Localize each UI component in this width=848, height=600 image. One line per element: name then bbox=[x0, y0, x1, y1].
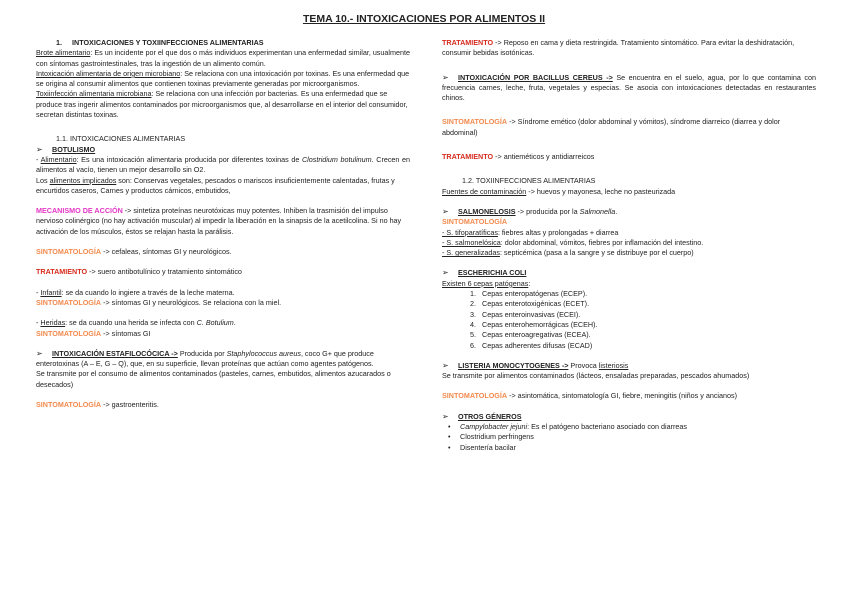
section-1-heading: 1. INTOXICACIONES Y TOXIINFECCIONES ALIMENTARIAS bbox=[56, 38, 264, 47]
list-item: 5. Cepas enteroagregativas (ECEA). bbox=[478, 330, 816, 340]
left-column bbox=[36, 38, 410, 410]
arrow-bullet-icon: ➢ bbox=[36, 348, 43, 358]
list-item: 4. Cepas enterohemorrágicas (ECEH). bbox=[478, 320, 816, 330]
subsection-1-2: 1.2. TOXIINFECCIONES ALIMENTARIAS bbox=[462, 176, 596, 186]
implicados-text: Los alimentos implicados son: Conservas vegetales, pescados o mariscos insuficientemente calentadas, frutas y encurtidos caseros, Carnes y productos cárnicos, embutidos, bbox=[36, 175, 395, 195]
sintomatologia-4: SINTOMATOLOGÍA -> gastroenteritis. bbox=[36, 400, 159, 410]
arrow-bullet-icon: ➢ bbox=[442, 411, 449, 421]
listeria-transmision: Se transmite por alimentos contaminados (lácteos, ensaladas preparadas, pescados ahumados) bbox=[442, 371, 750, 381]
heridas-text: - Heridas: se da cuando una herida se infecta con C. Botulium. bbox=[36, 318, 236, 328]
otros-generos-list bbox=[442, 422, 816, 453]
list-item: • Disentería bacilar bbox=[460, 443, 816, 453]
salmonelosis-heading: ➢ SALMONELOSIS -> producida por la Salmonella. bbox=[442, 206, 618, 216]
tratamiento-1: TRATAMIENTO -> suero antibotulínico y tratamiento sintomático bbox=[36, 267, 242, 277]
cepas-intro: Existen 6 cepas patógenas: bbox=[442, 278, 531, 288]
estafilococica-transmision: Se transmite por el consumo de alimentos contaminados (pasteles, carnes, embutidos, alimentos azucarados o desecados) bbox=[36, 369, 391, 389]
tratamiento-cereus: TRATAMIENTO -> antieméticos y antidiarreicos bbox=[442, 152, 595, 162]
sintomatologia-salmonelosis: SINTOMATOLOGÍA bbox=[442, 217, 508, 227]
list-item: 3. Cepas enteroinvasivas (ECEI). bbox=[478, 310, 816, 320]
listeria-heading: ➢ LISTERIA MONOCYTOGENES -> Provoca listeriosis bbox=[442, 360, 629, 370]
list-item: 2. Cepas enterotoxigénicas (ECET). bbox=[478, 299, 816, 309]
arrow-bullet-icon: ➢ bbox=[442, 206, 449, 216]
alimentario-text: - Alimentario: Es una intoxicación alimentaria producida por diferentes toxinas de Clostridium botulinum. Crecen en alimentos al vacío, tienen un mejor desarrollo sin O2. bbox=[36, 154, 411, 175]
toxi-definition: Toxiinfección alimentaria microbiana: Se relaciona con una infección por bacterias. Es una enfermedad que se produce tras ingerir alimentos contaminados por microorganismos que, al desarrollarse en el interior del consumidor, secretan distintas toxinas. bbox=[36, 89, 408, 120]
tratamiento-estafilococica: TRATAMIENTO -> Reposo en cama y dieta restringida. Tratamiento sintomático. Para evitar la deshidratación, consumir bebidas isotónicas. bbox=[442, 38, 795, 58]
tifoparatificas: - S. tifoparatíficas: fiebres altas y prolongadas + diarrea bbox=[442, 227, 619, 237]
salmonelosica: - S. salmonelósica: dolor abdominal, vómitos, fiebres por inflamación del intestino. bbox=[442, 237, 704, 247]
brote-definition: Brote alimentario: Es un incidente por el que dos o más individuos experimentan una enfermedad similar, usualmente con síntomas gastrointestinales, tras la ingestión de un alimento común. bbox=[36, 48, 410, 68]
right-column bbox=[442, 38, 816, 453]
otros-generos-heading: ➢ OTROS GÉNEROS bbox=[442, 411, 522, 421]
infantil-text: - Infantil: se da cuando lo ingiere a través de la leche materna. bbox=[36, 287, 235, 297]
sintomatologia-listeria: SINTOMATOLOGÍA -> asintomática, sintomatología GI, fiebre, meningitis (niños y ancianos) bbox=[442, 391, 738, 401]
estafilococica-text: ➢ INTOXICACIÓN ESTAFILOCÓCICA -> Producida por Staphylococcus aureus, coco G+ que produce enterotoxinas (A – E, G – Q), que, en su superficie, llevan proteínas que actúan como agentes patógenos. bbox=[36, 348, 374, 369]
sintomatologia-1: SINTOMATOLOGÍA -> cefaleas, síntomas GI y neurológicos. bbox=[36, 247, 232, 257]
list-item: 1. Cepas enteropatógenas (ECEP). bbox=[478, 289, 816, 299]
generalizadas: - S. generalizadas: septicémica (pasa a la sangre y se distribuye por el cuerpo) bbox=[442, 248, 694, 258]
list-item: • Clostridium perfringens bbox=[460, 432, 816, 442]
cereus-text: ➢ INTOXICACIÓN POR BACILLUS CEREUS -> Se encuentra en el suelo, agua, por lo que contamina con frecuencia carnes, leche, fruta, vegetales y especias. Se asocia con intoxicaciones detectadas en restaurantes chinos. bbox=[442, 72, 816, 103]
botulismo-heading: ➢ BOTULISMO bbox=[36, 144, 96, 154]
cepas-list bbox=[442, 289, 816, 351]
arrow-bullet-icon: ➢ bbox=[36, 144, 43, 154]
fuentes-text: Fuentes de contaminación -> huevos y mayonesa, leche no pasteurizada bbox=[442, 186, 676, 196]
list-item: 6. Cepas adherentes difusas (ECAD) bbox=[478, 341, 816, 351]
list-item: • Campylobacter jejuni: Es el patógeno bacteriano asociado con diarreas bbox=[460, 422, 816, 432]
ecoli-heading: ➢ ESCHERICHIA COLI bbox=[442, 268, 527, 278]
arrow-bullet-icon: ➢ bbox=[442, 360, 449, 370]
subsection-1-1: 1.1. INTOXICACIONES ALIMENTARIAS bbox=[56, 134, 186, 144]
arrow-bullet-icon: ➢ bbox=[442, 268, 449, 278]
intox-definition: Intoxicación alimentaria de origen microbiano: Se relaciona con una intoxicación por toxinas. Es una enfermedad que se origina al consumir alimentos que contienen toxinas previamente generadas por microorganismos. bbox=[36, 68, 410, 89]
arrow-bullet-icon: ➢ bbox=[442, 72, 449, 82]
sintomatologia-3: SINTOMATOLOGÍA -> síntomas GI bbox=[36, 328, 151, 338]
mecanismo-text: MECANISMO DE ACCIÓN -> sintetiza proteínas neurotóxicas muy potentes. Inhiben la trasmisión del impulso nervioso colinérgico (no hay activación muscular) al impedir la liberación en la sinapsis de la acetilcolina. Si no hay activación de los músculos, éstos se relajan hasta la parálisis. bbox=[36, 206, 402, 236]
sintomatologia-2: SINTOMATOLOGÍA -> síntomas GI y neurológicos. Se relaciona con la miel. bbox=[36, 297, 282, 307]
sintomatologia-cereus: SINTOMATOLOGÍA -> Síndrome emético (dolor abdominal y vómitos), síndrome diarreico (diarrea y dolor abdominal) bbox=[442, 117, 781, 137]
page-title: TEMA 10.- INTOXICACIONES POR ALIMENTOS II bbox=[302, 13, 546, 25]
